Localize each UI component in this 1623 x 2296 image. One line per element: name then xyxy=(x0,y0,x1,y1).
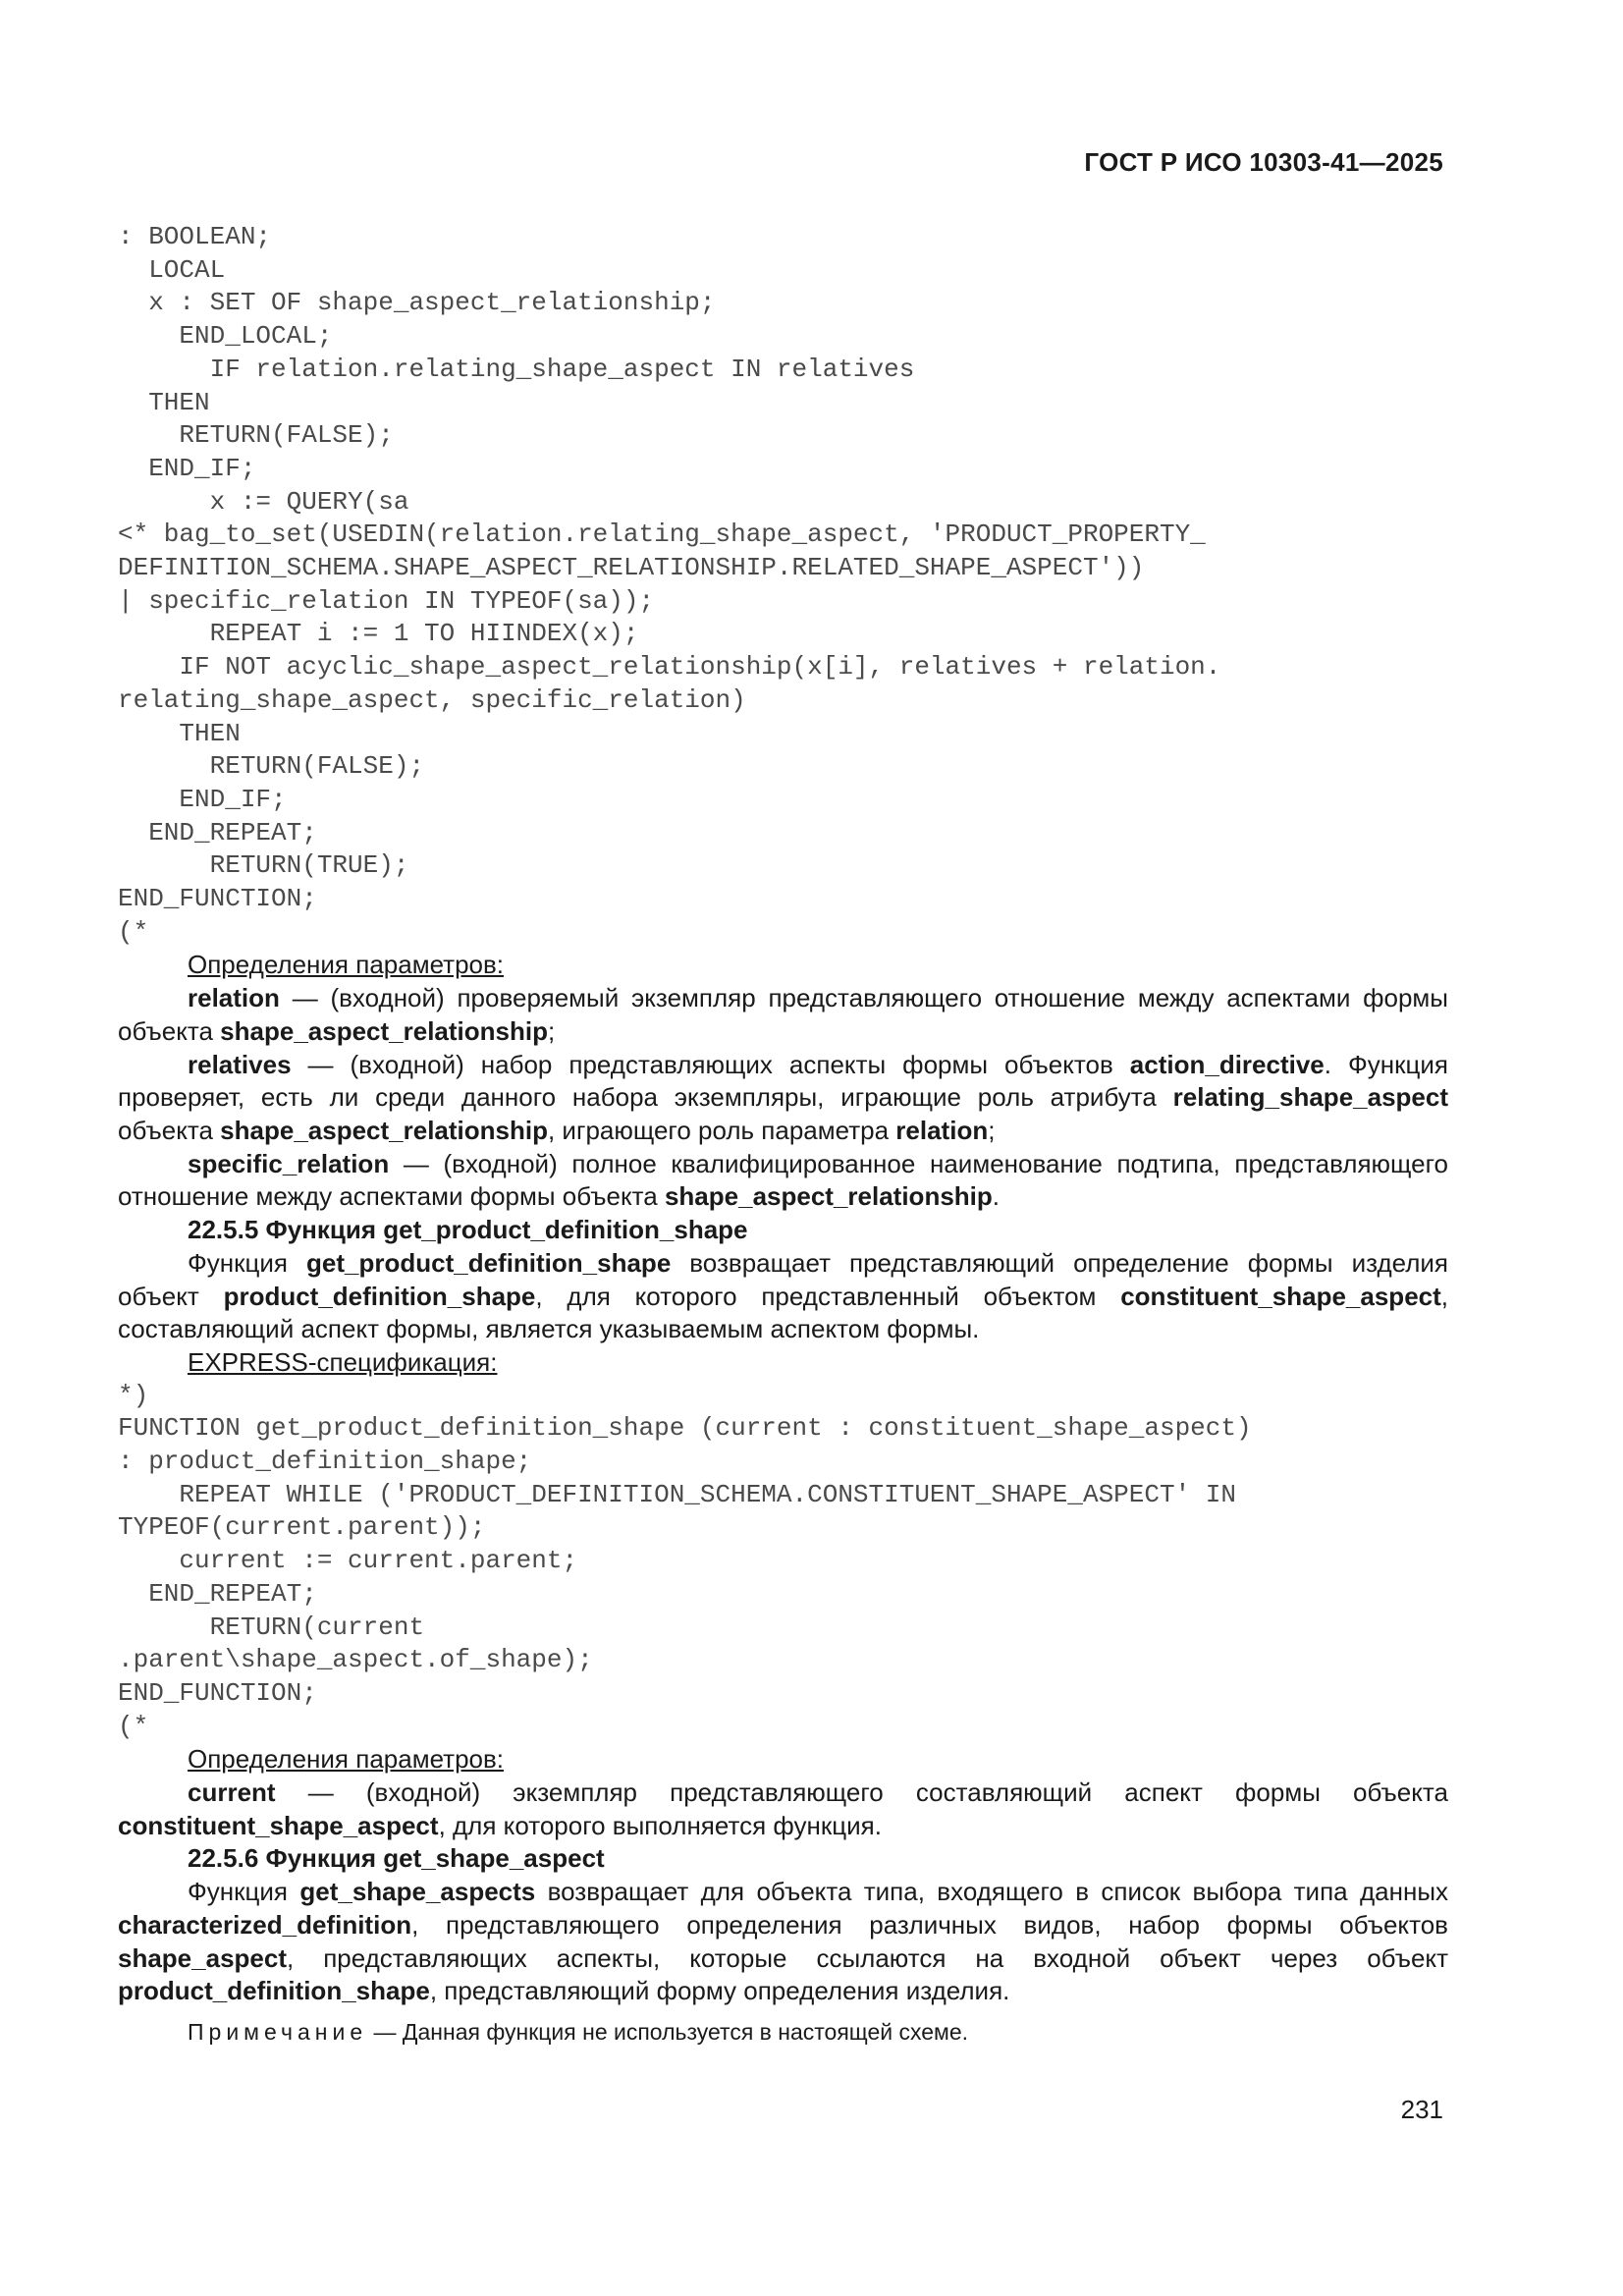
text-run: , составляющий аспект формы, является указываемым аспектом формы. xyxy=(118,1281,1449,1344)
param-description: , для которого выполняется функция. xyxy=(438,1810,882,1840)
document-header: ГОСТ Р ИСО 10303-41—2025 xyxy=(1084,147,1443,177)
punctuation: ; xyxy=(547,1015,556,1046)
entity-name: constituent_shape_aspect xyxy=(118,1810,439,1840)
param-description: . Функция проверяет, есть ли среди данного набора экземпляры, играющие роль атрибута xyxy=(118,1049,1448,1113)
text-run: , представляющих аспекты, которые ссылаются на входной объект через объект xyxy=(286,1942,1448,1973)
param-description: — (входной) экземпляр представляющего составляющий аспект формы объекта xyxy=(275,1777,1448,1808)
param-description: , играющего роль параметра xyxy=(547,1115,896,1145)
note-text: — Данная функция не используется в настоящей схеме. xyxy=(367,2018,969,2045)
entity-name: product_definition_shape xyxy=(118,1976,430,2006)
code-block-get-product-definition-shape: *) FUNCTION get_product_definition_shape (current : constituent_shape_aspect) : product_definition_shape; REPEAT WHILE ('PRODUCT_DEFINITION_SCHEMA.CONSTITUENT_SHAPE_ASPECT' IN TYPEOF(current.parent)); current := current.parent; END_REPEAT; RETURN(current .parent\shape_aspect.of_shape); END_FUNCTION; (* xyxy=(118,1380,1252,1741)
entity-name: product_definition_shape xyxy=(223,1281,536,1311)
page-content xyxy=(118,221,1448,2050)
express-spec-heading xyxy=(118,1346,1448,1380)
param-name: current xyxy=(188,1777,276,1808)
param-relatives xyxy=(118,1049,1448,1148)
section-heading-22-5-6 xyxy=(118,1842,1448,1876)
param-current xyxy=(118,1777,1448,1842)
param-description: — (входной) набор представляющих аспекты формы объектов xyxy=(291,1049,1130,1079)
punctuation: ; xyxy=(988,1115,996,1145)
text-run: возвращает представляющий определение формы изделия объект xyxy=(118,1247,1449,1311)
text-run: Функция xyxy=(188,1877,300,1907)
param-specific-relation xyxy=(118,1148,1448,1214)
note-label: Примечание xyxy=(188,2018,368,2045)
param-name: relatives xyxy=(188,1049,292,1079)
section-description-22-5-6 xyxy=(118,1876,1448,2008)
params-heading-label: Определения параметров: xyxy=(188,950,505,980)
code-block-acyclic-function: : BOOLEAN; LOCAL x : SET OF shape_aspect_relationship; END_LOCAL; IF relation.relating_shape_aspect IN relatives THEN RETURN(FALSE); END_IF; x := QUERY(sa <* bag_to_set(USEDIN(relation.relating_shape_aspect, 'PRODUCT_PROPERTY_ DEFINITION_SCHEMA.SHAPE_ASPECT_RELATIONSHIP.RELATED_SHAPE_ASPECT')) | specific_relation IN TYPEOF(sa)); REPEAT i := 1 TO HIINDEX(x); IF NOT acyclic_shape_aspect_relationship(x[i], relatives + relation. relating_shape_aspect, specific_relation) THEN RETURN(FALSE); END_IF; END_REPEAT; RETURN(TRUE); END_FUNCTION; (* xyxy=(118,222,1221,947)
entity-name: action_directive xyxy=(1129,1049,1325,1079)
page-number: 231 xyxy=(1400,2095,1443,2124)
punctuation: . xyxy=(992,1181,1001,1212)
params-heading xyxy=(118,949,1448,982)
entity-name: constituent_shape_aspect xyxy=(1120,1281,1441,1311)
text-run: , представляющего определения различных видов, набор формы объектов xyxy=(411,1909,1448,1940)
note xyxy=(118,2016,1448,2050)
attribute-name: relating_shape_aspect xyxy=(1172,1082,1448,1113)
entity-name: shape_aspect xyxy=(118,1942,287,1973)
param-ref: relation xyxy=(895,1115,989,1145)
params-heading-label: Определения параметров: xyxy=(188,1744,505,1775)
function-name: get_shape_aspects xyxy=(299,1877,536,1907)
param-description: — (входной) полное квалифицированное наименование подтипа, представляющего отношение между аспектами формы объекта xyxy=(118,1148,1448,1212)
param-description: объекта xyxy=(118,1115,221,1145)
entity-name: shape_aspect_relationship xyxy=(220,1115,548,1145)
text-run: Функция xyxy=(188,1247,307,1278)
section-description-22-5-5 xyxy=(118,1247,1448,1346)
entity-name: shape_aspect_relationship xyxy=(664,1181,993,1212)
type-name: characterized_definition xyxy=(118,1909,412,1940)
params-heading xyxy=(118,1743,1448,1777)
section-heading-22-5-5 xyxy=(118,1214,1448,1247)
param-name: relation xyxy=(188,983,280,1013)
param-name: specific_relation xyxy=(188,1148,390,1178)
entity-name: shape_aspect_relationship xyxy=(220,1015,548,1046)
param-relation xyxy=(118,982,1448,1048)
text-run: , для которого представленный объектом xyxy=(535,1281,1121,1311)
express-spec-label: EXPRESS-спецификация: xyxy=(188,1346,498,1377)
section-title: 22.5.5 Функция get_product_definition_shape xyxy=(188,1215,748,1245)
text-run: возвращает для объекта типа, входящего в список выбора типа данных xyxy=(535,1877,1449,1907)
function-name: get_product_definition_shape xyxy=(306,1247,672,1278)
param-description: — (входной) проверяемый экземпляр представляющего отношение между аспектами формы объекта xyxy=(118,983,1448,1046)
section-title: 22.5.6 Функция get_shape_aspect xyxy=(188,1843,605,1874)
text-run: , представляющий форму определения изделия. xyxy=(429,1976,1010,2006)
